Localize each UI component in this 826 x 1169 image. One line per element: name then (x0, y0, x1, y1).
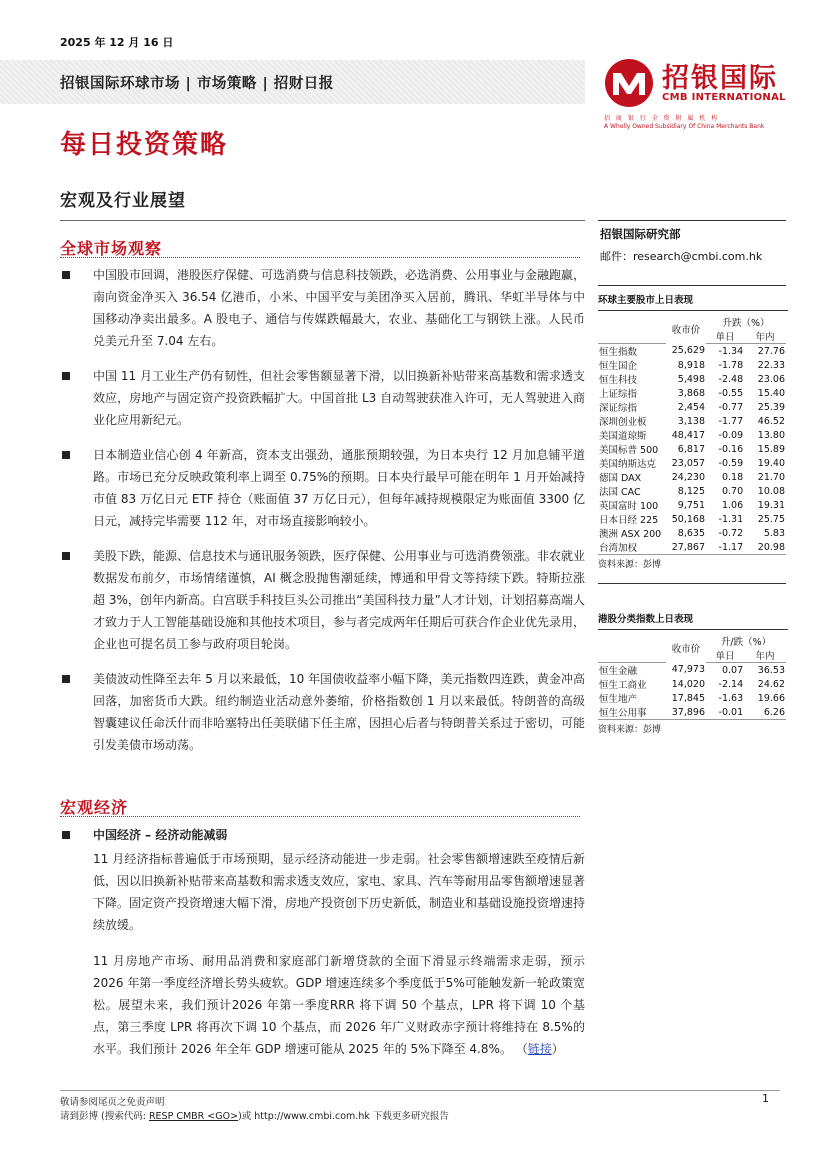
bullet-square-icon (62, 552, 70, 560)
index-change-1d: -1.77 (718, 415, 744, 427)
global-indices-table (598, 292, 788, 570)
index-name: 美国道琼斯 (599, 431, 647, 442)
header-band (0, 60, 585, 104)
header-blank (598, 648, 666, 663)
hk-sectors-table (598, 611, 788, 735)
index-change-1d: -0.16 (718, 443, 744, 455)
header-blank (598, 315, 666, 329)
index-name: 台湾加权 (598, 540, 666, 555)
table-row (598, 386, 786, 400)
index-close: 8,125 (677, 485, 705, 497)
index-name: 美国标普 500 (599, 445, 659, 456)
index-close: 47,973 (671, 664, 705, 676)
index-change-1d: -2.48 (718, 373, 744, 385)
index-change-1d: 0.18 (721, 471, 744, 483)
page-title: 每日投资策略 (60, 130, 229, 160)
macro-paragraph-1: 11 月经济指标普遍低于市场预期，显示经济动能进一步走弱。社会零售额增速跌至疫情后新低，因以旧换新补贴带来高基数和需求透支效应，家电、家具、汽车等耐用品零售额增速显著下降。固定资产投资增速大幅下滑，房地产投资创下历史新低，制造业和基础设施投资增速持续放缓。 (93, 852, 586, 932)
index-close: 3,138 (677, 415, 705, 427)
index-change-1d: -0.09 (718, 429, 744, 441)
index-change-ytd: 19.40 (757, 457, 785, 469)
index-name: 法国 CAC (599, 487, 641, 498)
macro-sub-heading (60, 824, 585, 846)
bullet-item (60, 444, 585, 532)
index-change-ytd: 15.40 (757, 387, 785, 399)
index-name: 澳洲 ASX 200 (599, 529, 662, 540)
index-change-ytd: 19.31 (757, 499, 785, 511)
header-close: 收市价 (671, 644, 701, 656)
sidebar-rule (598, 285, 786, 286)
index-close: 8,635 (677, 527, 705, 539)
table-source: 资料来源：彭博 (598, 560, 662, 570)
table-header-row (598, 634, 786, 648)
bullet-text: 美债波动性降至去年 5 月以来最低，10 年国债收益率小幅下降，美元指数四连跌，黄金冲高回落，加密货币大跌。纽约制造业活动意外萎缩，价格指数创 1 月以来最低。特朗普的高级智囊建议任命沃什而非哈塞特出任美联储下任主席，因担心后者与特朗普关系过于密切，可能引发美债市场动荡。 (93, 672, 586, 752)
index-change-ytd: 25.39 (757, 401, 785, 413)
index-change-1d: -1.31 (718, 513, 744, 525)
table-source: 资料来源：彭博 (598, 725, 662, 735)
index-name: 恒生指数 (599, 347, 638, 358)
table-row (598, 400, 786, 414)
index-close: 23,057 (671, 457, 705, 469)
contact-block (600, 226, 790, 264)
macro-section (60, 824, 585, 1074)
bullet-square-icon (62, 271, 70, 279)
global-heading-text: 全球市场观察 (60, 239, 163, 258)
index-change-1d: 0.70 (721, 485, 744, 497)
table-row (598, 512, 786, 526)
index-change-ytd: 21.70 (757, 471, 785, 483)
index-change-ytd: 10.08 (757, 485, 785, 497)
index-change-1d: 0.07 (721, 664, 744, 676)
header-text: 招银国际环球市场 | 市场策略 | 招财日报 (60, 75, 334, 92)
sidebar-top-rule (598, 220, 786, 221)
index-name: 恒生公用事 (598, 705, 666, 720)
footer-download-note (60, 1108, 449, 1122)
bullet-text: 中国股市回调，港股医疗保健、可选消费与信息科技领跌，必选消费、公用事业与金融跑赢，南向资金净买入 36.54 亿港币，小米、中国平安与美团净买入居前，腾讯、华虹半导体与中国移动净卖出最多。A 股电子、通信与传媒跌幅最大，农业、基础化工与钢铁上涨。人民币兑美元升至 7.04 左右。 (93, 268, 586, 348)
index-change-ytd: 19.66 (757, 692, 785, 704)
index-change-ytd: 23.06 (757, 373, 785, 385)
index-change-ytd: 20.98 (744, 540, 786, 555)
link-open-paren: （ (515, 1042, 528, 1056)
index-change-ytd: 15.89 (757, 443, 785, 455)
index-change-ytd: 24.62 (757, 678, 785, 690)
table-row (598, 484, 786, 498)
global-heading-rule (60, 257, 580, 258)
global-indices-title: 环球主要股市上日表现 (598, 295, 694, 306)
index-change-ytd: 13.80 (757, 429, 785, 441)
index-change-1d: -2.14 (718, 678, 744, 690)
index-close: 9,751 (677, 499, 705, 511)
table-row (598, 358, 786, 372)
table-row (598, 372, 786, 386)
contact-org: 招银国际研究部 (600, 227, 681, 241)
index-change-1d: -0.77 (718, 401, 744, 413)
macro-sub-heading-text: 中国经济 – 经济动能减弱 (93, 828, 228, 842)
index-close: 50,168 (671, 513, 705, 525)
bullet-square-icon (62, 831, 70, 839)
table-top-rule (598, 629, 788, 630)
index-change-1d: -1.34 (718, 345, 744, 357)
bullet-text: 美股下跌，能源、信息技术与通讯服务领跌，医疗保健、公用事业与可选消费领涨。非农就业数据发布前夕，市场情绪谨慎，AI 概念股抛售潮延续，博通和甲骨文等持续下跌。特斯拉涨超 3%，创年内新高。白宫联手科技巨头公司推出“美国科技力量”人才计划，计划招募高端人才致力于人工智能基础设施和其他技术项目，参与者完成两年任期后可获合作企业优先录用，企业也可提名员工参与政府项目轮岗。 (93, 549, 586, 651)
disclaimer-note: 敬请参阅尾页之免责声明 (60, 1097, 165, 1108)
table-row (598, 691, 786, 705)
logo-subline: A Wholly Owned Subsidiary Of China Merchants Bank (604, 123, 765, 130)
index-change-ytd: 25.75 (757, 513, 785, 525)
table-row (598, 344, 786, 359)
table-row (598, 428, 786, 442)
index-change-ytd: 27.76 (757, 345, 785, 357)
index-change-ytd: 46.52 (757, 415, 785, 427)
table-row (598, 540, 786, 555)
contact-email[interactable]: 邮件：research@cmbi.com.hk (600, 250, 763, 263)
index-change-ytd: 36.53 (757, 664, 785, 676)
global-indices-rows (598, 344, 786, 555)
source-link[interactable]: 链接 (527, 1042, 552, 1056)
table-row (598, 442, 786, 456)
header-1d: 单日 (706, 329, 744, 344)
index-name: 恒生地产 (599, 694, 638, 705)
table-row (598, 677, 786, 691)
bullet-square-icon (62, 675, 70, 683)
index-change-ytd: 5.83 (763, 527, 785, 539)
macro-section-heading (60, 795, 128, 818)
table-row (598, 414, 786, 428)
macro-paragraph-2 (60, 950, 585, 1060)
header-blank (598, 329, 666, 344)
index-name: 深证综指 (599, 403, 638, 414)
index-close: 14,020 (671, 678, 705, 690)
index-close: 3,868 (677, 387, 705, 399)
index-change-1d: -1.17 (706, 540, 744, 555)
global-section-heading (60, 236, 162, 259)
index-close: 48,417 (671, 429, 705, 441)
index-change-ytd: 6.26 (744, 705, 786, 720)
cmbi-logo-icon (604, 58, 654, 108)
index-name: 日本日经 225 (599, 515, 659, 526)
bullet-item (60, 365, 585, 431)
page-number: 1 (762, 1092, 769, 1105)
macro-heading-text: 宏观经济 (60, 798, 129, 817)
cmbi-logo (600, 54, 810, 134)
index-name: 深圳创业板 (599, 417, 647, 428)
header-blank (598, 634, 666, 648)
table-row (598, 498, 786, 512)
header-1d: 单日 (706, 648, 744, 663)
bullet-item (60, 264, 585, 352)
index-name: 恒生国企 (599, 361, 638, 372)
logo-cn-text: 招银国际 (662, 63, 778, 94)
header-close: 收市价 (671, 325, 701, 337)
index-close: 5,498 (677, 373, 705, 385)
page-subtitle: 宏观及行业展望 (60, 191, 186, 211)
index-close: 25,629 (671, 345, 705, 357)
header-change: 升跌（%） (722, 318, 770, 329)
index-close: 27,867 (666, 540, 706, 555)
index-name: 恒生金融 (599, 666, 638, 677)
table-header-row (598, 315, 786, 329)
global-bullets (60, 264, 585, 769)
bullet-item (60, 545, 585, 655)
bloomberg-code: RESP CMBR <GO> (148, 1111, 239, 1122)
index-close: 24,230 (671, 471, 705, 483)
index-name: 德国 DAX (599, 473, 642, 484)
header-ytd: 年内 (744, 648, 786, 663)
index-name: 上证综指 (599, 389, 638, 400)
bullet-item (60, 668, 585, 756)
bullet-text: 日本制造业信心创 4 年新高，资本支出强劲，通胀预期较强，为日本央行 12 月加息铺平道路。市场已充分反映政策利率上调至 0.75%的预期。日本央行最早可能在明年 1 月开始减持市值 83 万亿日元 ETF 持仓（账面值 37 万亿日元），但每年减持规模限定为账面值 3300 亿日元，减持完毕需要 112 年，对市场直接影响较小。 (93, 448, 585, 528)
header-change: 升/跌（%） (720, 637, 772, 648)
index-name: 英国富时 100 (599, 501, 659, 512)
link-close-paren: ） (551, 1042, 564, 1056)
table-row (598, 705, 786, 720)
index-change-1d: -1.63 (718, 692, 744, 704)
bullet-square-icon (62, 372, 70, 380)
hk-sectors-title: 港股分类指数上日表现 (598, 614, 694, 625)
index-change-1d: -0.72 (718, 527, 744, 539)
index-close: 6,817 (677, 443, 705, 455)
table-top-rule (598, 310, 788, 311)
table-row (598, 456, 786, 470)
macro-heading-rule (60, 816, 580, 817)
bullet-text: 中国 11 月工业生产仍有韧性，但社会零售额显著下滑，以旧换新补贴带来高基数和需求透支效应，房地产与固定资产投资跌幅扩大。中国首批 L3 自动驾驶获准入许可，无人驾驶进入商业化应用新纪元。 (93, 369, 585, 427)
footer-rule (60, 1090, 780, 1091)
index-change-1d: -0.01 (706, 705, 744, 720)
bullet-square-icon (62, 451, 70, 459)
title-divider (60, 220, 585, 221)
index-change-1d: 1.06 (721, 499, 744, 511)
index-close: 2,454 (677, 401, 705, 413)
footer-pre: 请到彭博 (搜索代码: (60, 1111, 149, 1122)
index-close: 37,896 (666, 705, 706, 720)
report-date: 2025 年 12 月 16 日 (60, 36, 174, 49)
header-ytd: 年内 (744, 329, 786, 344)
index-change-ytd: 22.33 (757, 359, 785, 371)
index-change-1d: -0.55 (718, 387, 744, 399)
table-row (598, 663, 786, 678)
footer-post: )或 http://www.cmbi.com.hk 下载更多研究报告 (238, 1111, 449, 1122)
logo-en-text: CMB INTERNATIONAL (662, 92, 786, 103)
index-name: 恒生科技 (599, 375, 638, 386)
table-row (598, 526, 786, 540)
logo-tagline: 招 商 银 行 全 资 附 属 机 构 (604, 115, 720, 122)
macro-paragraph-2-text: 11 月房地产市场、耐用品消费和家庭部门新增贷款的全面下滑显示终端需求走弱，预示 2026 年第一季度经济增长势头疲软。GDP 增速连续多个季度低于5%可能触发新一轮政策宽松。展望未来，我们预计2026 年第一季度RRR 将下调 50 个基点，LPR 将下调 10 个基点，第三季度 LPR 将再次下调 10 个基点，而 2026 年广义财政赤字预计将维持在 8.5%的水平。我们预计 2026 年全年 GDP 增速可能从 2025 年的 5%下降至 4.8%。 (93, 954, 585, 1056)
index-name: 美国纳斯达克 (599, 459, 657, 470)
index-change-1d: -0.59 (718, 457, 744, 469)
index-close: 17,845 (671, 692, 705, 704)
sidebar-rule (598, 583, 786, 584)
index-close: 8,918 (677, 359, 705, 371)
index-name: 恒生工商业 (599, 680, 647, 691)
index-change-1d: -1.78 (718, 359, 744, 371)
table-row (598, 470, 786, 484)
hk-sectors-rows (598, 663, 786, 720)
